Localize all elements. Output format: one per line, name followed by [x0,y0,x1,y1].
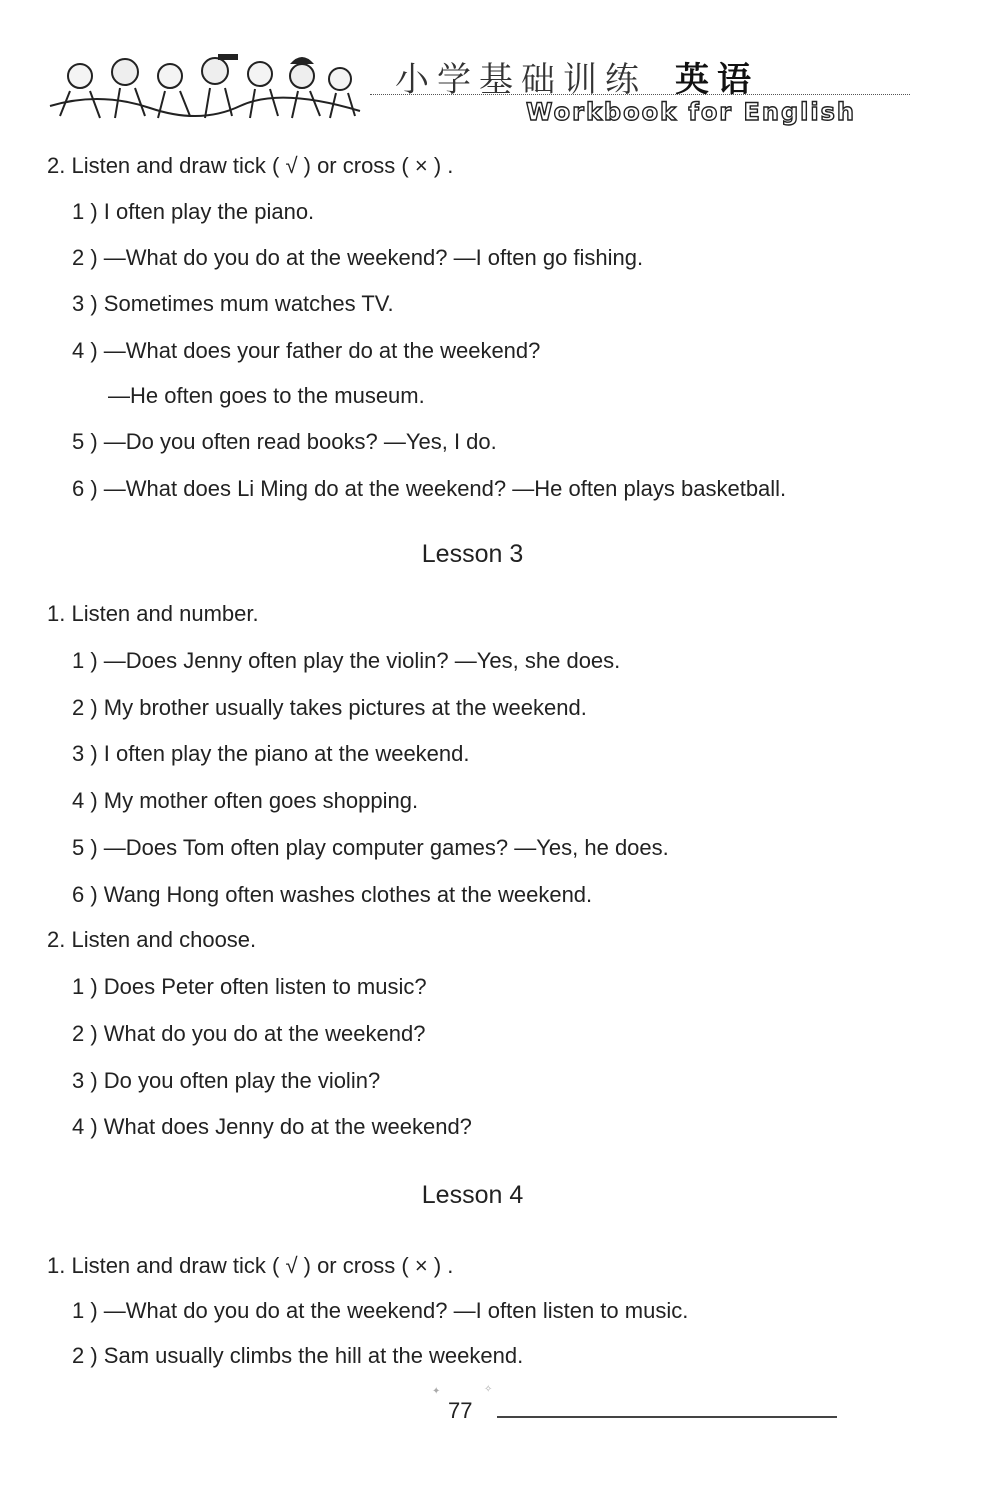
list-item: 6 ) —What does Li Ming do at the weekend? —He often plays basketball. [72,476,787,501]
page-number: 77 [448,1398,473,1423]
list-item: 2 ) My brother usually takes pictures at the weekend. [72,695,587,720]
list-item: 1 ) —Does Jenny often play the violin? —Yes, she does. [72,648,621,673]
list-item: 2 ) —What do you do at the weekend? —I often go fishing. [72,245,644,270]
list-item: 3 ) Sometimes mum watches TV. [72,291,394,316]
list-item: 1 ) —What do you do at the weekend? —I often listen to music. [72,1298,689,1323]
list-item: 2 ) Sam usually climbs the hill at the weekend. [72,1343,524,1368]
lesson-3-title: Lesson 3 [421,540,524,568]
list-item: 5 ) —Does Tom often play computer games? —Yes, he does. [72,835,669,860]
list-item: 4 ) What does Jenny do at the weekend? [72,1114,472,1139]
list-item: 3 ) Do you often play the violin? [72,1068,381,1093]
list-item: 2 ) What do you do at the weekend? [72,1021,426,1046]
book-title-cn: 小学基础训练 [395,60,647,100]
book-title-en: Workbook for English [526,98,856,126]
list-item: 5 ) —Do you often read books? —Yes, I do. [72,429,497,454]
lesson-4-title: Lesson 4 [421,1181,524,1209]
list-item: 1 ) I often play the piano. [72,199,315,224]
section-heading: 2. Listen and choose. [47,927,257,952]
book-title [395,52,759,101]
footer-rule [497,1416,837,1418]
sparkle-icon: ✦ [432,1386,441,1397]
list-item: 6 ) Wang Hong often washes clothes at the weekend. [72,882,593,907]
page-header [40,38,920,138]
list-item-continuation: —He often goes to the museum. [108,383,425,408]
sparkle-icon: ✧ [484,1384,493,1395]
list-item: 1 ) Does Peter often listen to music? [72,974,427,999]
section-heading: 2. Listen and draw tick ( √ ) or cross ( × ) . [47,153,454,178]
section-heading: 1. Listen and number. [47,601,259,626]
section-heading: 1. Listen and draw tick ( √ ) or cross ( × ) . [47,1253,454,1278]
list-item: 4 ) My mother often goes shopping. [72,788,419,813]
list-item: 4 ) —What does your father do at the weekend? [72,338,541,363]
list-item: 3 ) I often play the piano at the weekend. [72,741,470,766]
subject-title: 英语 [675,60,759,100]
children-illustration [40,46,370,126]
